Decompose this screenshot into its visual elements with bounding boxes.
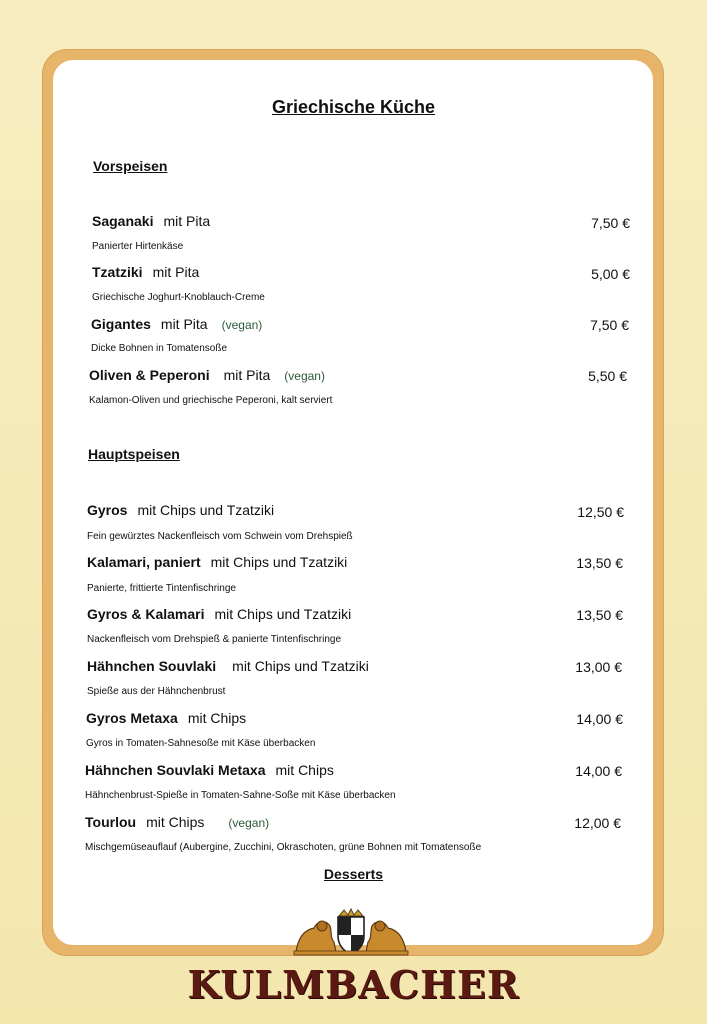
menu-item-extra: mit Pita xyxy=(152,264,200,280)
menu-item-line xyxy=(85,762,334,778)
menu-item-extra: mit Pita xyxy=(163,213,211,229)
menu-item-description: Dicke Bohnen in Tomatensoße xyxy=(91,343,228,354)
menu-item-extra: mit Chips und Tzatziki xyxy=(210,554,348,570)
menu-item-line xyxy=(92,264,199,280)
menu-item-name: Tourlou xyxy=(85,814,137,830)
menu-item-description: Spieße aus der Hähnchenbrust xyxy=(87,686,226,697)
menu-item-line xyxy=(87,606,351,622)
menu-item-name: Hähnchen Souvlaki Metaxa xyxy=(85,762,266,778)
menu-item-description: Mischgemüseauflauf (Aubergine, Zucchini, Okraschoten, grüne Bohnen mit Tomatensoße xyxy=(85,842,482,853)
menu-item-description: Panierter Hirtenkäse xyxy=(92,241,184,252)
menu-item-description: Hähnchenbrust-Spieße in Tomaten-Sahne-Soße mit Käse überbacken xyxy=(85,790,396,801)
menu-item-price: 5,00 € xyxy=(591,266,630,282)
menu-item-name: Hähnchen Souvlaki xyxy=(87,658,217,674)
menu-item-line xyxy=(92,213,210,229)
menu-item-price: 7,50 € xyxy=(590,317,629,333)
menu-item-extra: mit Chips xyxy=(275,762,334,778)
menu-item-name: Oliven & Peperoni xyxy=(89,367,210,383)
menu-item-extra: mit Chips und Tzatziki xyxy=(232,658,369,674)
menu-item-extra: mit Pita xyxy=(160,316,208,332)
menu-item-price: 7,50 € xyxy=(591,215,630,231)
menu-item-line xyxy=(87,502,274,518)
menu-item-name: Gyros Metaxa xyxy=(86,710,178,726)
menu-item-description: Griechische Joghurt-Knoblauch-Creme xyxy=(92,292,265,303)
vegan-tag: (vegan) xyxy=(221,318,263,332)
menu-item-name: Kalamari, paniert xyxy=(87,554,201,570)
menu-item-price: 14,00 € xyxy=(576,711,623,727)
menu-item-name: Tzatziki xyxy=(92,264,143,280)
menu-item-line xyxy=(87,554,347,570)
vegan-tag: (vegan) xyxy=(228,816,270,830)
menu-item-description: Gyros in Tomaten-Sahnesoße mit Käse überbacken xyxy=(86,738,316,749)
menu-item-description: Kalamon-Oliven und griechische Peperoni, kalt serviert xyxy=(89,395,333,406)
menu-item-extra: mit Chips xyxy=(187,710,247,726)
menu-item-name: Gigantes xyxy=(91,316,151,332)
menu-item-extra: mit Chips xyxy=(146,814,205,830)
menu-item-price: 5,50 € xyxy=(588,368,627,384)
section-heading-desserts: Desserts xyxy=(323,866,384,882)
menu-item-name: Gyros xyxy=(87,502,128,518)
vegan-tag: (vegan) xyxy=(284,369,325,383)
menu-item-extra: mit Chips und Tzatziki xyxy=(137,502,275,518)
menu-item-description: Fein gewürztes Nackenfleisch vom Schwein vom Drehspieß xyxy=(87,531,353,542)
menu-item-price: 13,00 € xyxy=(575,659,622,675)
menu-item-name: Saganaki xyxy=(92,213,154,229)
menu-item-description: Panierte, frittierte Tintenfischringe xyxy=(87,583,236,594)
menu-item-extra: mit Chips und Tzatziki xyxy=(214,606,352,622)
menu-item-line xyxy=(91,316,262,332)
brand-logo: KULMBACHER xyxy=(187,962,520,1007)
menu-item-line xyxy=(85,814,269,830)
menu-item-line xyxy=(87,658,369,674)
menu-item-price: 12,00 € xyxy=(574,815,621,831)
menu-item-description: Nackenfleisch vom Drehspieß & panierte Tintenfischringe xyxy=(87,634,342,645)
menu-item-name: Gyros & Kalamari xyxy=(87,606,205,622)
menu-item-price: 14,00 € xyxy=(575,763,622,779)
page-title: Griechische Küche xyxy=(271,97,436,117)
menu-item-extra: mit Pita xyxy=(223,367,271,383)
menu-item-line xyxy=(89,367,325,383)
brand-emblem-icon xyxy=(292,908,410,956)
menu-item-price: 12,50 € xyxy=(577,504,624,520)
menu-item-line xyxy=(86,710,246,726)
menu-item-price: 13,50 € xyxy=(576,555,623,571)
menu-item-price: 13,50 € xyxy=(576,607,623,623)
section-heading-vorspeisen: Vorspeisen xyxy=(93,158,168,174)
section-heading-hauptspeisen: Hauptspeisen xyxy=(88,446,180,462)
